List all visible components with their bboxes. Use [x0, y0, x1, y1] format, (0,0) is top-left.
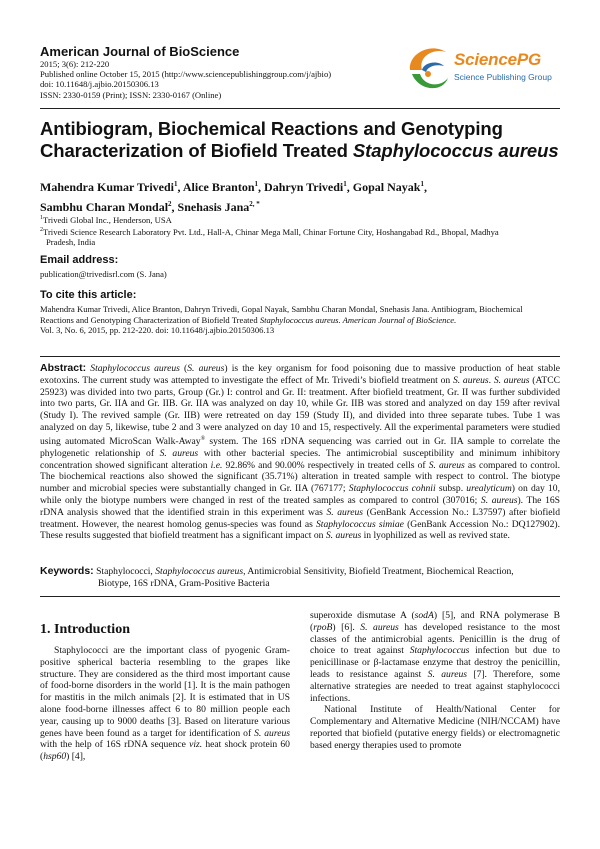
intro-paragraph: National Institute of Health/National Center for Complementary and Alternative Medicine (NIH/NCCAM) have reported that biofield (putative energy fields) or electromagnetic based energy therapies used to promote — [310, 704, 560, 751]
affiliation-1 — [40, 213, 560, 225]
citation-line-3: Vol. 3, No. 6, 2015, pp. 212-220. doi: 10.11648/j.ajbio.20150306.13 — [40, 325, 275, 335]
author-line-1 — [40, 176, 560, 196]
abstract-span: S. aureus — [326, 506, 364, 518]
affiliation-2 — [40, 225, 560, 248]
author-name: Mahendra Kumar Trivedi — [40, 180, 175, 194]
intro-left-column — [40, 645, 290, 763]
author-sep: , — [171, 200, 178, 214]
cite-heading: To cite this article: — [40, 289, 137, 301]
journal-meta — [40, 59, 400, 100]
abstract-span: with other bacterial species. The antimicrobial susceptibility and minimum inhibitory concentration showed significant alteration — [40, 447, 560, 471]
journal-name: American Journal of BioScience — [40, 44, 240, 59]
affiliation-sup: 2 — [40, 227, 43, 233]
abstract-span: ) is the key organism for food poisoning due to massive production of heat stable exotoxins. The current study was attempted to investigate the effect of Mr. Trivedi’s biofield treatment on — [40, 363, 561, 386]
intro-span: ) [5], and RNA polymerase B ( — [310, 610, 560, 633]
logo-name: SciencePG — [454, 50, 542, 69]
intro-paragraph — [40, 645, 290, 763]
author-affil-sup: 2, * — [249, 200, 260, 208]
intro-paragraph — [310, 610, 560, 704]
article-title — [40, 118, 560, 162]
abstract-span: (GenBank Accession No.: L37597) after biofield treatment. However, the nearest homolog genus-species was found as — [40, 506, 561, 530]
intro-span: Staphylococcus — [409, 645, 470, 657]
author-name: Snehasis Jana — [177, 200, 250, 214]
abstract-span: ) on day 10, while only the biotype numbers were changed in rest of the treated samples as compared to control (307016; — [40, 483, 560, 506]
registered-mark: ® — [200, 435, 206, 442]
abstract-span: S. aureus — [325, 530, 362, 542]
title-line-2 — [40, 140, 560, 162]
abstract-span: i.e. — [210, 459, 223, 471]
keywords-text-cont: Biotype, 16S rDNA, Gram-Positive Bacteria — [98, 577, 270, 589]
intro-span: sodA — [414, 610, 434, 621]
abstract-span: Staphylococcus cohnii — [348, 483, 436, 495]
intro-right-column — [310, 610, 560, 752]
abstract-span: (GenBank Accession No.: DQ127902). These results suggested that biofield treatment has a significant impact on — [40, 518, 560, 542]
author-affil-sup: 1 — [420, 180, 424, 188]
email-heading: Email address: — [40, 254, 119, 266]
title-line-2-text: Characterization of Biofield Treated — [40, 140, 353, 161]
intro-span: Staphylococci are the important class of pyogenic Gram-positive spherical bacteria resembling to the grapes like structure. They are considered as the third most important cause of food-borne disorders in the world [1]. It is the main pathogen for mastitis in the milch animals [2]. It is estimated that in US alone food-borne illnesses affect 6 to 80 million people each year, causing up to 9000 deaths [3]. Based on literature various genes have been found as a target for identification of — [40, 645, 290, 739]
abstract-span: S. aureus — [452, 374, 489, 386]
abstract-span: S. aureus — [428, 459, 465, 471]
affiliation-sup: 1 — [40, 215, 43, 221]
sciencepg-swirl-icon — [404, 40, 452, 96]
logo-subtitle: Science Publishing Group — [454, 72, 552, 82]
abstract-span: subsp. — [435, 483, 467, 495]
abstract-span: in lyophilized as well as revived state. — [361, 530, 510, 542]
abstract-span: as compared to control. The biochemical reactions also showed the significant (35.71%) alteration in treated sample with respect to control. The biotype number and microbial species were substantially changed in Gr. IIA (767177; — [40, 459, 560, 495]
abstract-span: ). The 16S rDNA analysis showed that the identified strain in this experiment was — [40, 494, 560, 518]
author-name: Alice Branton — [182, 180, 255, 194]
citation-line-2-text: Reactions and Genotyping Characterization of Biofield Treated — [40, 314, 260, 325]
author-sep: , — [177, 180, 183, 194]
abstract — [40, 363, 560, 542]
abstract-rule-top — [40, 356, 560, 357]
abstract-span: S. aureus — [480, 494, 518, 506]
journal-meta-issue: 2015; 3(6): 212-220 — [40, 59, 110, 69]
keywords-text: Staphylococci, — [93, 566, 156, 577]
keywords — [40, 566, 560, 590]
abstract-span: S. aureus — [159, 447, 199, 459]
abstract-span: S. aureus — [187, 363, 225, 374]
intro-span: heat shock protein 60 ( — [40, 739, 290, 763]
keywords-species: Staphylococcus aureus — [155, 566, 244, 577]
abstract-label: Abstract: — [40, 362, 87, 374]
intro-span: with the help of 16S rDNA sequence — [40, 739, 190, 751]
abstract-span: 92.86% and 90.00% respectively in treated cells of — [222, 459, 429, 471]
intro-span: ) [4], — [66, 751, 86, 763]
intro-span: has developed resistance to the most classes of the antimicrobial agents. Penicillin is the drug of choice to treat against — [310, 621, 560, 657]
header-rule — [40, 108, 560, 109]
abstract-span: urealyticum — [466, 483, 512, 495]
abstract-span: S. aureus — [493, 374, 530, 386]
abstract-span: (ATCC 25923) was divided into two parts, Group (Gr.) I: control and Gr. II: treatment. After biofield treatment, Gr. II was further subdivided into two parts, Gr. IIA and Gr. IIB. Gr. IIA was analyzed on day 10, while Gr. IIB was stored and analyzed on day 159 after revival (Study I). The revived sample (Gr. IIB) were retreated on day 159 (Study II), and divided into three separate tubes. Tube 1 was analyzed on day 5, likewise, tube 2 and 3 were analyzed on day 10 and 15, respectively. All the experimental parameters were studied using automated MicroScan Walk-Away — [40, 374, 561, 447]
author-affil-sup: 1 — [254, 180, 259, 188]
sciencepg-logo — [404, 38, 564, 102]
intro-span: superoxide dismutase A ( — [310, 610, 415, 621]
author-sep: , — [423, 180, 427, 194]
citation-text — [40, 304, 560, 336]
keywords-text: , Antimicrobial Sensitivity, Biofield Treatment, Biochemical Reaction, — [243, 566, 514, 577]
journal-meta-doi: doi: 10.11648/j.ajbio.20150306.13 — [40, 79, 159, 90]
title-line-1: Antibiogram, Biochemical Reactions and Genotyping — [40, 118, 503, 139]
intro-span: S. aureus — [427, 668, 467, 680]
author-name: Dahryn Trivedi — [264, 180, 344, 194]
abstract-span: Staphylococcus aureus — [90, 363, 180, 374]
intro-span: hsp60 — [43, 751, 67, 763]
author-sep: , — [346, 180, 353, 194]
abstract-span: . — [488, 374, 494, 386]
intro-span: rpoB — [313, 621, 333, 633]
citation-journal: Staphylococcus aureus. American Journal of BioScience. — [259, 314, 457, 325]
section-heading-introduction: 1. Introduction — [40, 622, 130, 637]
affiliation-text: Trivedi Global Inc., Henderson, USA — [43, 214, 172, 225]
intro-span: viz. — [189, 739, 203, 751]
intro-span: [7]. Therefore, some alternative strategies are needed to treat against staphylococci infections. — [310, 668, 560, 704]
citation-line-1: Mahendra Kumar Trivedi, Alice Branton, Dahryn Trivedi, Gopal Nayak, Sambhu Charan Mondal, Snehasis Jana. Antibiogram, Biochemical — [40, 304, 523, 314]
intro-span: S. aureus — [254, 727, 290, 739]
affiliation-text: Trivedi Science Research Laboratory Pvt. Ltd., Hall-A, Chinar Mega Mall, Chinar Fortune City, Hoshangabad Rd., Bhopal, Madhya — [43, 226, 499, 237]
affiliation-text-cont: Pradesh, India — [46, 237, 96, 248]
intro-span: infection but due to penicillinase or β-lactamase enzyme that destroy the penicillin, leads to resistance against — [310, 645, 561, 680]
intro-span: S. aureus — [360, 621, 399, 633]
author-affil-sup: 1 — [174, 180, 178, 188]
abstract-span: Staphylococcus simiae — [316, 518, 404, 530]
author-name: Gopal Nayak — [352, 180, 421, 194]
author-affil-sup: 1 — [343, 180, 347, 188]
abstract-rule-bottom — [40, 596, 560, 597]
email-address: publication@trivedisrl.com (S. Jana) — [40, 269, 167, 279]
title-species: Staphylococcus aureus — [352, 140, 559, 161]
abstract-span: ( — [179, 363, 188, 374]
citation-line-2 — [40, 315, 560, 326]
keywords-label: Keywords: — [40, 565, 94, 577]
journal-meta-published: Published online October 15, 2015 (http://www.sciencepublishinggroup.com/j/ajbio) — [40, 69, 332, 80]
author-affil-sup: 2 — [168, 200, 172, 208]
intro-span: ) [6]. — [332, 621, 361, 633]
author-sep: , — [258, 180, 265, 194]
abstract-span: system. The 16S rDNA sequencing was carried out in Gr. IIA sample to correlate the phylogenetic relationship of — [40, 435, 560, 459]
journal-meta-issn: ISSN: 2330-0159 (Print); ISSN: 2330-0167 (Online) — [40, 89, 222, 100]
author-name: Sambhu Charan Mondal — [40, 200, 169, 214]
author-list — [40, 176, 560, 216]
